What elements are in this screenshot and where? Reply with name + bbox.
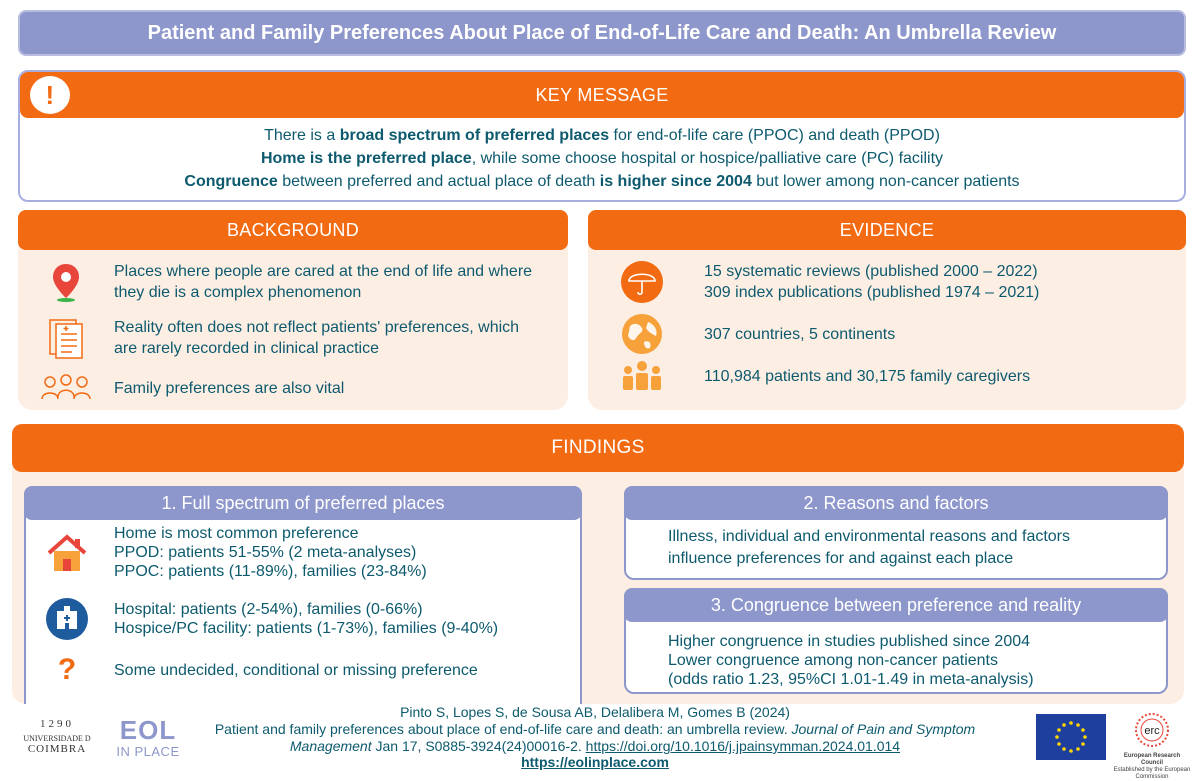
findings-box-heading-text: 2. Reasons and factors xyxy=(803,492,989,513)
evidence-item xyxy=(616,312,1176,356)
background-panel xyxy=(18,210,568,410)
findings-box-preferred-places xyxy=(24,486,582,704)
key-message-box xyxy=(18,70,1186,202)
findings-box-heading xyxy=(624,588,1168,622)
uc-year: 1290 xyxy=(40,718,74,730)
uc-name-top: UNIVERSIDADE D xyxy=(23,734,91,743)
background-item-text: Places where people are cared at the end of life and where they die is a complex phenomenon xyxy=(114,263,533,301)
evidence-heading-text: EVIDENCE xyxy=(839,219,935,240)
website-link[interactable]: https://eolinplace.com xyxy=(521,754,669,770)
eol-in-place-logo xyxy=(112,716,184,766)
findings-box-heading xyxy=(624,486,1168,520)
eol-main: EOL xyxy=(119,715,177,745)
key-message-heading xyxy=(20,72,1184,118)
findings-box-text xyxy=(668,526,1070,570)
eol-sub: IN PLACE xyxy=(116,744,180,759)
exclamation-icon: ! xyxy=(30,76,70,114)
evidence-item xyxy=(616,354,1176,398)
globe-icon xyxy=(616,312,668,356)
citation-authors: Pinto S, Lopes S, de Sousa AB, Delalibera M, Gomes B (2024) xyxy=(400,704,790,720)
findings-line: influence preferences for and against each place xyxy=(668,550,1014,567)
findings-group-text xyxy=(114,600,498,638)
findings-group xyxy=(44,650,574,690)
background-heading xyxy=(18,210,568,250)
findings-box-congruence xyxy=(624,588,1168,694)
findings-box-reasons xyxy=(624,486,1168,580)
evidence-line: 307 countries, 5 continents xyxy=(704,325,896,343)
findings-box-text xyxy=(668,632,1034,689)
evidence-line: 110,984 patients and 30,175 family caregivers xyxy=(704,367,1031,385)
university-coimbra-logo xyxy=(22,718,92,764)
home-icon xyxy=(44,530,90,576)
findings-box-heading xyxy=(24,486,582,520)
findings-box-heading-text: 1. Full spectrum of preferred places xyxy=(161,492,445,513)
findings-heading-text: FINDINGS xyxy=(551,437,645,458)
uc-name-bottom: COIMBRA xyxy=(27,743,87,755)
findings-line: PPOC: patients (11-89%), families (23-84%) xyxy=(114,563,427,580)
evidence-heading xyxy=(588,210,1186,250)
key-message-line-2: Home is the preferred place, while some choose hospital or hospice/palliative care (PC) facility xyxy=(260,150,944,167)
evidence-item-text xyxy=(704,324,895,345)
findings-line: Hospital: patients (2-54%), families (0-66%) xyxy=(114,601,423,618)
findings-group xyxy=(44,524,574,581)
question-icon: ? xyxy=(57,653,77,686)
umbrella-icon xyxy=(616,260,668,304)
findings-group-text xyxy=(114,524,427,581)
findings-line: Higher congruence in studies published since 2004 xyxy=(668,633,1031,650)
key-message-line-1: There is a broad spectrum of preferred places for end-of-life care (PPOC) and death (PPOD) xyxy=(264,127,940,144)
background-item xyxy=(40,366,560,410)
findings-line: Hospice/PC facility: patients (1-73%), families (9-40%) xyxy=(114,620,499,637)
citation-doi-link[interactable]: https://doi.org/10.1016/j.jpainsymman.2024.01.014 xyxy=(585,738,901,754)
background-heading-text: BACKGROUND xyxy=(226,219,359,240)
eu-flag-icon xyxy=(1036,714,1106,760)
erc-name: European Research Council xyxy=(1123,753,1181,766)
citation-reference xyxy=(200,721,990,755)
background-item xyxy=(40,316,560,360)
key-message-line-3: Congruence between preferred and actual place of death is higher since 2004 but lower among non-cancer patients xyxy=(184,173,1020,190)
citation-details: Jan 17, S0885-3924(24)00016-2. xyxy=(371,738,586,754)
findings-line: Illness, individual and environmental reasons and factors xyxy=(668,528,1071,545)
background-item-text: Family preferences are also vital xyxy=(114,379,345,397)
findings-group-text xyxy=(114,660,478,681)
key-message-lines xyxy=(20,124,1184,193)
people-icon xyxy=(616,354,668,398)
findings-line: Lower congruence among non-cancer patients xyxy=(668,652,998,669)
evidence-line: 309 index publications (published 1974 – 2021) xyxy=(704,284,1040,301)
background-item-text: Reality often does not reflect patients' preferences, which are rarely recorded in clinical practice xyxy=(114,319,520,357)
key-message-heading-text: KEY MESSAGE xyxy=(535,84,669,105)
findings-heading xyxy=(12,424,1184,472)
evidence-line: 15 systematic reviews (published 2000 – 2022) xyxy=(704,263,1038,280)
findings-panel xyxy=(12,424,1184,704)
erc-emblem-icon xyxy=(1132,712,1172,748)
background-item xyxy=(40,260,560,304)
erc-abbr: erc xyxy=(1144,725,1160,737)
findings-line: Home is most common preference xyxy=(114,525,359,542)
medical-records-icon xyxy=(40,316,92,360)
citation-title: Patient and family preferences about place of end-of-life care and death: an umbrella review. xyxy=(214,721,792,737)
findings-line: PPOD: patients 51-55% (2 meta-analyses) xyxy=(114,544,417,561)
findings-line: Some undecided, conditional or missing preference xyxy=(114,661,478,679)
evidence-item-text xyxy=(704,366,1030,387)
citation xyxy=(200,704,990,755)
evidence-item xyxy=(616,260,1176,304)
erc-logo xyxy=(1112,712,1192,780)
family-icon xyxy=(40,366,92,410)
citation-journal: Journal of Pain and Symptom Management xyxy=(289,721,976,754)
evidence-panel xyxy=(588,210,1186,410)
findings-line: (odds ratio 1.23, 95%CI 1.01-1.49 in meta-analysis) xyxy=(668,671,1034,688)
map-pin-icon xyxy=(40,260,92,304)
hospital-icon xyxy=(44,596,90,642)
findings-group xyxy=(44,596,574,642)
evidence-item-text xyxy=(704,261,1039,303)
page-title: Patient and Family Preferences About Place of End-of-Life Care and Death: An Umbrella Review xyxy=(18,10,1186,56)
findings-box-heading-text: 3. Congruence between preference and reality xyxy=(710,594,1082,615)
erc-tagline: Established by the European Commission xyxy=(1113,767,1191,780)
